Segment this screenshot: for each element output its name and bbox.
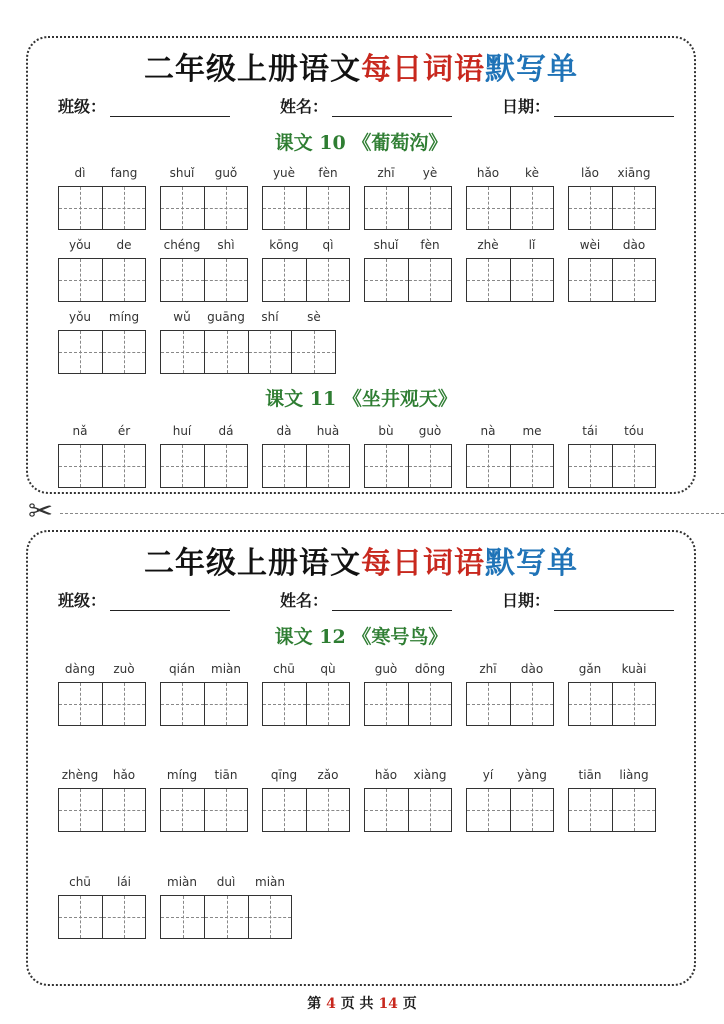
pinyin-group xyxy=(364,166,452,186)
pinyin-label: fèn xyxy=(318,166,338,180)
pinyin-label: yuè xyxy=(272,166,296,180)
writing-cell[interactable] xyxy=(306,683,349,725)
title-part-1: 二年级上册语文 xyxy=(144,52,361,87)
pinyin-group xyxy=(568,662,656,682)
pinyin-group xyxy=(364,662,452,682)
writing-cell[interactable] xyxy=(612,187,655,229)
writing-cell[interactable] xyxy=(204,259,247,301)
word-item xyxy=(466,768,554,788)
writing-cell[interactable] xyxy=(291,331,335,373)
date-blank[interactable] xyxy=(554,100,674,117)
word-item xyxy=(364,768,452,788)
writing-cell[interactable] xyxy=(467,789,510,831)
word-item xyxy=(466,166,554,186)
pinyin-label: míng xyxy=(166,768,198,782)
pinyin-group xyxy=(160,238,248,258)
writing-cell[interactable] xyxy=(510,259,553,301)
pinyin-label: liàng xyxy=(619,768,649,782)
writing-cell[interactable] xyxy=(569,789,612,831)
pinyin-group xyxy=(466,768,554,788)
writing-cell[interactable] xyxy=(161,789,204,831)
writing-cell[interactable] xyxy=(306,187,349,229)
pinyin-group xyxy=(466,238,554,258)
writing-cell[interactable] xyxy=(102,789,145,831)
writing-grid xyxy=(262,682,350,726)
writing-grid xyxy=(58,258,146,302)
word-item xyxy=(58,662,146,682)
pinyin-label: qù xyxy=(320,662,336,676)
writing-cell[interactable] xyxy=(467,187,510,229)
writing-cell[interactable] xyxy=(467,683,510,725)
writing-cell[interactable] xyxy=(467,445,510,487)
writing-cell[interactable] xyxy=(59,331,102,373)
pinyin-label: dàng xyxy=(64,662,96,676)
pinyin-label: xiàng xyxy=(413,768,447,782)
pinyin-label: lái xyxy=(116,875,132,889)
word-item xyxy=(568,238,656,258)
class-field[interactable] xyxy=(58,94,230,117)
writing-cell[interactable] xyxy=(408,789,451,831)
word-item xyxy=(568,424,656,444)
word-item xyxy=(160,310,336,330)
writing-grid xyxy=(58,444,146,488)
writing-grid xyxy=(160,444,248,488)
pinyin-label: gǎn xyxy=(578,662,602,676)
pinyin-label: guǒ xyxy=(214,166,238,180)
word-item xyxy=(58,238,146,258)
writing-grid xyxy=(160,895,292,939)
pinyin-label: duì xyxy=(216,875,236,889)
pinyin-group xyxy=(568,424,656,444)
worksheet-title xyxy=(28,538,694,582)
writing-cell[interactable] xyxy=(365,259,408,301)
footer-prefix: 第 xyxy=(307,996,322,1012)
pinyin-label: yàng xyxy=(517,768,547,782)
pinyin-label: kuài xyxy=(621,662,647,676)
total-page-number: 14 xyxy=(378,996,398,1012)
word-item xyxy=(160,166,248,186)
footer-middle: 页 共 xyxy=(340,996,374,1012)
word-item xyxy=(568,662,656,682)
pinyin-group xyxy=(466,424,554,444)
pinyin-group xyxy=(58,424,146,444)
pinyin-label: wǔ xyxy=(173,310,191,324)
pinyin-group xyxy=(58,238,146,258)
name-field[interactable] xyxy=(280,588,452,611)
pinyin-group xyxy=(58,768,146,788)
pinyin-label: miàn xyxy=(167,875,197,889)
writing-grid xyxy=(262,186,350,230)
writing-cell[interactable] xyxy=(102,445,145,487)
writing-cell[interactable] xyxy=(365,187,408,229)
writing-cell[interactable] xyxy=(510,187,553,229)
writing-cell[interactable] xyxy=(612,789,655,831)
writing-grid xyxy=(466,788,554,832)
pinyin-label: míng xyxy=(108,310,140,324)
writing-cell[interactable] xyxy=(365,683,408,725)
pinyin-label: guāng xyxy=(207,310,245,324)
word-item xyxy=(364,424,452,444)
word-item xyxy=(262,768,350,788)
pinyin-label: dào xyxy=(520,662,544,676)
writing-grid xyxy=(568,788,656,832)
date-label: 日期： xyxy=(502,97,551,116)
writing-grid xyxy=(262,788,350,832)
class-label: 班级： xyxy=(58,591,107,610)
class-label: 班级： xyxy=(58,97,107,116)
pinyin-label: zhèng xyxy=(61,768,99,782)
writing-cell[interactable] xyxy=(161,445,204,487)
name-field[interactable] xyxy=(280,94,452,117)
writing-cell[interactable] xyxy=(161,896,204,938)
writing-cell[interactable] xyxy=(510,445,553,487)
writing-cell[interactable] xyxy=(161,683,204,725)
pinyin-label: miàn xyxy=(255,875,285,889)
class-blank[interactable] xyxy=(110,100,230,117)
writing-grid xyxy=(466,682,554,726)
name-blank[interactable] xyxy=(332,100,452,117)
writing-cell[interactable] xyxy=(102,896,145,938)
pinyin-label: zǎo xyxy=(317,768,339,782)
pinyin-group xyxy=(58,662,146,682)
pinyin-group xyxy=(568,166,656,186)
writing-cell[interactable] xyxy=(569,187,612,229)
pinyin-label: kè xyxy=(525,166,539,180)
pinyin-label: shì xyxy=(217,238,235,252)
writing-grid xyxy=(364,444,452,488)
pinyin-group xyxy=(160,166,248,186)
writing-cell[interactable] xyxy=(263,789,306,831)
writing-cell[interactable] xyxy=(467,259,510,301)
word-item xyxy=(160,875,292,895)
word-item xyxy=(262,238,350,258)
pinyin-label: zuò xyxy=(113,662,135,676)
title-part-3: 默写单 xyxy=(485,52,578,87)
pinyin-label: lǐ xyxy=(528,238,536,252)
writing-cell[interactable] xyxy=(569,683,612,725)
writing-cell[interactable] xyxy=(263,445,306,487)
writing-cell[interactable] xyxy=(161,259,204,301)
pinyin-label: fèn xyxy=(420,238,440,252)
writing-cell[interactable] xyxy=(204,789,247,831)
word-item xyxy=(160,662,248,682)
pinyin-label: me xyxy=(522,424,542,438)
writing-cell[interactable] xyxy=(204,683,247,725)
writing-cell[interactable] xyxy=(306,789,349,831)
current-page-number: 4 xyxy=(326,996,336,1012)
writing-grid xyxy=(58,788,146,832)
writing-cell[interactable] xyxy=(102,683,145,725)
writing-grid xyxy=(568,258,656,302)
pinyin-group xyxy=(58,310,146,330)
writing-grid xyxy=(364,682,452,726)
name-blank[interactable] xyxy=(332,594,452,611)
word-item xyxy=(364,238,452,258)
class-blank[interactable] xyxy=(110,594,230,611)
name-label: 姓名： xyxy=(280,97,329,116)
pinyin-label: bù xyxy=(378,424,394,438)
name-label: 姓名： xyxy=(280,591,329,610)
info-fields xyxy=(58,588,690,612)
pinyin-group xyxy=(262,662,350,682)
pinyin-group xyxy=(160,310,336,330)
writing-grid xyxy=(568,186,656,230)
pinyin-label: shuǐ xyxy=(169,166,195,180)
pinyin-label: huí xyxy=(172,424,192,438)
pinyin-label: zhè xyxy=(477,238,499,252)
title-part-2: 每日词语 xyxy=(361,546,485,581)
scissors-icon: ✂ xyxy=(28,494,54,529)
pinyin-label: chū xyxy=(69,875,91,889)
writing-cell[interactable] xyxy=(306,445,349,487)
word-item xyxy=(466,662,554,682)
writing-grid xyxy=(262,444,350,488)
pinyin-group xyxy=(160,875,292,895)
writing-cell[interactable] xyxy=(408,187,451,229)
pinyin-label: fang xyxy=(110,166,138,180)
writing-grid xyxy=(262,258,350,302)
lesson-title: 课文 11 《坐井观天》 xyxy=(265,388,457,410)
writing-cell[interactable] xyxy=(263,683,306,725)
pinyin-label: miàn xyxy=(211,662,241,676)
writing-cell[interactable] xyxy=(102,331,145,373)
class-field[interactable] xyxy=(58,588,230,611)
pinyin-label: chū xyxy=(273,662,295,676)
writing-cell[interactable] xyxy=(612,259,655,301)
pinyin-label: dào xyxy=(622,238,646,252)
pinyin-label: wèi xyxy=(579,238,601,252)
pinyin-label: hǎo xyxy=(112,768,136,782)
date-blank[interactable] xyxy=(554,594,674,611)
pinyin-label: hǎo xyxy=(476,166,500,180)
word-item xyxy=(160,768,248,788)
writing-cell[interactable] xyxy=(612,683,655,725)
writing-cell[interactable] xyxy=(204,187,247,229)
date-field[interactable] xyxy=(502,588,674,611)
word-item xyxy=(364,166,452,186)
writing-cell[interactable] xyxy=(263,187,306,229)
word-item xyxy=(364,662,452,682)
word-item xyxy=(568,768,656,788)
writing-grid xyxy=(466,444,554,488)
writing-grid xyxy=(58,186,146,230)
pinyin-group xyxy=(262,424,350,444)
pinyin-group xyxy=(160,662,248,682)
pinyin-label: qīng xyxy=(270,768,298,782)
pinyin-label: qì xyxy=(322,238,334,252)
writing-grid xyxy=(466,258,554,302)
writing-cell[interactable] xyxy=(161,187,204,229)
writing-cell[interactable] xyxy=(102,259,145,301)
writing-cell[interactable] xyxy=(263,259,306,301)
word-item xyxy=(58,875,146,895)
pinyin-label: yǒu xyxy=(68,238,92,252)
writing-cell[interactable] xyxy=(161,331,204,373)
pinyin-label: zhī xyxy=(479,662,497,676)
writing-cell[interactable] xyxy=(408,683,451,725)
writing-cell[interactable] xyxy=(59,259,102,301)
writing-grid xyxy=(160,788,248,832)
pinyin-group xyxy=(364,238,452,258)
writing-grid xyxy=(58,895,146,939)
writing-cell[interactable] xyxy=(204,896,247,938)
pinyin-label: nà xyxy=(480,424,496,438)
pinyin-label: tiān xyxy=(214,768,238,782)
writing-cell[interactable] xyxy=(59,683,102,725)
pinyin-label: de xyxy=(116,238,132,252)
writing-grid xyxy=(364,258,452,302)
pinyin-group xyxy=(364,768,452,788)
word-item xyxy=(262,424,350,444)
pinyin-label: xiāng xyxy=(617,166,651,180)
pinyin-group xyxy=(160,424,248,444)
pinyin-label: yí xyxy=(482,768,494,782)
pinyin-label: tái xyxy=(582,424,598,438)
writing-grid xyxy=(160,330,336,374)
writing-cell[interactable] xyxy=(612,445,655,487)
word-item xyxy=(58,768,146,788)
date-label: 日期： xyxy=(502,591,551,610)
writing-cell[interactable] xyxy=(204,445,247,487)
page-footer xyxy=(0,993,724,1013)
pinyin-label: chéng xyxy=(163,238,201,252)
info-fields xyxy=(58,94,690,118)
writing-grid xyxy=(364,788,452,832)
pinyin-group xyxy=(568,238,656,258)
word-item xyxy=(58,166,146,186)
writing-cell[interactable] xyxy=(365,789,408,831)
pinyin-group xyxy=(262,238,350,258)
title-part-2: 每日词语 xyxy=(361,52,485,87)
word-item xyxy=(262,662,350,682)
cut-line xyxy=(60,513,724,514)
writing-grid xyxy=(160,186,248,230)
writing-cell[interactable] xyxy=(408,259,451,301)
pinyin-label: yè xyxy=(422,166,438,180)
writing-grid xyxy=(466,186,554,230)
pinyin-label: nǎ xyxy=(72,424,88,438)
pinyin-label: yǒu xyxy=(68,310,92,324)
pinyin-group xyxy=(58,166,146,186)
writing-cell[interactable] xyxy=(248,896,291,938)
pinyin-label: shuǐ xyxy=(373,238,399,252)
writing-grid xyxy=(160,682,248,726)
pinyin-label: zhī xyxy=(377,166,395,180)
writing-cell[interactable] xyxy=(59,789,102,831)
writing-cell[interactable] xyxy=(59,445,102,487)
writing-grid xyxy=(160,258,248,302)
pinyin-label: huà xyxy=(316,424,340,438)
word-item xyxy=(568,166,656,186)
pinyin-label: guò xyxy=(374,662,398,676)
lesson-title: 课文 12 《寒号鸟》 xyxy=(274,626,448,648)
pinyin-label: kōng xyxy=(269,238,299,252)
writing-cell[interactable] xyxy=(569,445,612,487)
pinyin-label: dōng xyxy=(414,662,446,676)
writing-cell[interactable] xyxy=(569,259,612,301)
writing-grid xyxy=(58,330,146,374)
writing-cell[interactable] xyxy=(306,259,349,301)
writing-cell[interactable] xyxy=(59,896,102,938)
word-item xyxy=(160,424,248,444)
worksheet-card-top xyxy=(26,36,696,494)
pinyin-label: guò xyxy=(418,424,442,438)
pinyin-group xyxy=(568,768,656,788)
pinyin-group xyxy=(466,166,554,186)
writing-grid xyxy=(568,682,656,726)
pinyin-label: shí xyxy=(261,310,279,324)
pinyin-label: tiān xyxy=(578,768,602,782)
writing-cell[interactable] xyxy=(365,445,408,487)
date-field[interactable] xyxy=(502,94,674,117)
footer-suffix: 页 xyxy=(402,996,417,1012)
word-item xyxy=(466,424,554,444)
pinyin-group xyxy=(160,768,248,788)
writing-cell[interactable] xyxy=(510,789,553,831)
pinyin-label: dá xyxy=(218,424,234,438)
word-item xyxy=(160,238,248,258)
pinyin-label: dà xyxy=(276,424,292,438)
writing-cell[interactable] xyxy=(102,187,145,229)
pinyin-label: lǎo xyxy=(580,166,600,180)
writing-cell[interactable] xyxy=(59,187,102,229)
word-item xyxy=(466,238,554,258)
writing-cell[interactable] xyxy=(408,445,451,487)
word-item xyxy=(262,166,350,186)
pinyin-label: ér xyxy=(117,424,131,438)
worksheet-card-bottom xyxy=(26,530,696,986)
pinyin-group xyxy=(466,662,554,682)
pinyin-label: tóu xyxy=(624,424,644,438)
worksheet-title xyxy=(28,44,694,88)
pinyin-group xyxy=(262,166,350,186)
title-part-3: 默写单 xyxy=(485,546,578,581)
pinyin-label: qián xyxy=(169,662,195,676)
pinyin-group xyxy=(262,768,350,788)
pinyin-label: dì xyxy=(74,166,86,180)
writing-grid xyxy=(568,444,656,488)
writing-cell[interactable] xyxy=(510,683,553,725)
lesson-title: 课文 10 《葡萄沟》 xyxy=(274,132,448,154)
writing-grid xyxy=(58,682,146,726)
word-item xyxy=(58,424,146,444)
title-part-1: 二年级上册语文 xyxy=(144,546,361,581)
writing-cell[interactable] xyxy=(248,331,292,373)
word-item xyxy=(58,310,146,330)
writing-cell[interactable] xyxy=(204,331,248,373)
writing-grid xyxy=(364,186,452,230)
pinyin-group xyxy=(58,875,146,895)
pinyin-label: hǎo xyxy=(374,768,398,782)
pinyin-label: sè xyxy=(307,310,321,324)
pinyin-group xyxy=(364,424,452,444)
